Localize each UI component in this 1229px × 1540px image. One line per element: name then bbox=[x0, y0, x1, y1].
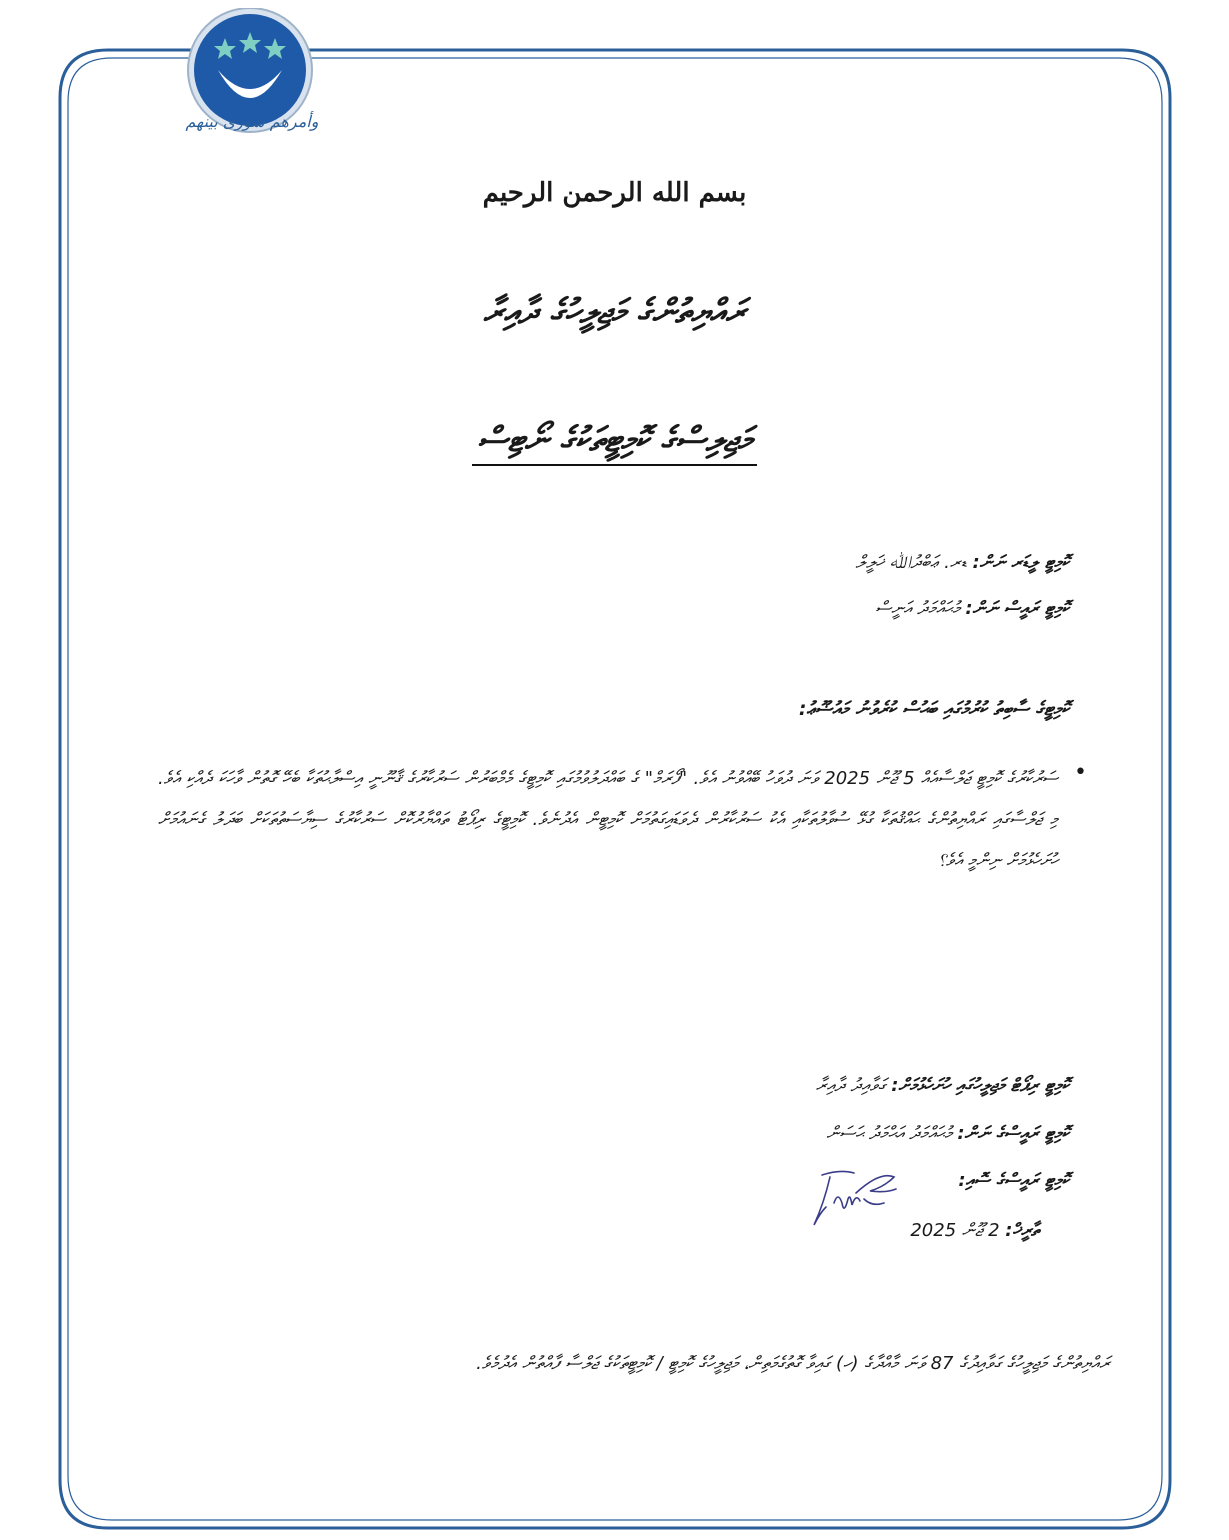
logo-caption: وأمرهم شورى بينهم bbox=[185, 112, 319, 131]
document-title: ރައްޔިތުންގެ މަޖިލީހުގެ ދާއިރާ bbox=[483, 292, 746, 332]
signature-line bbox=[958, 1170, 1069, 1191]
chair-value: މުޙައްމަދު އަނީސް bbox=[875, 598, 960, 619]
member-label: ކޮމިޓީ ލީޑަރ ނަން: bbox=[972, 552, 1069, 573]
document-subtitle-text: މަޖިލިސްގެ ކޮމިޓީތަކުގެ ނޯޓިސް bbox=[472, 420, 758, 466]
handwritten-signature bbox=[800, 1163, 910, 1233]
committee-value: ގަވާއިދު ދާއިރާ bbox=[815, 1075, 886, 1096]
bullet-icon: • bbox=[1074, 760, 1087, 785]
footer-note: ރައްޔިތުންގެ މަޖިލީހުގެ ގަވާއިދުގެ 87 ވަނަ މާއްދާގެ (ހ) ގައިވާ ގޮތުގެމަތިން، މަޖިލީހުގެ ކޮމިޓީ / ކޮމިޓީތަކުގެ ޖަލްސާ ފާއްތުން އެދުމެވެ. bbox=[476, 1353, 1110, 1374]
chair-name-label: ކޮމިޓީ ރައީސްގެ ނަން: bbox=[957, 1123, 1069, 1144]
document-subtitle bbox=[0, 420, 1229, 466]
chair-label: ކޮމިޓީ ރައީސް ނަން: bbox=[965, 598, 1069, 619]
committee-line bbox=[816, 1075, 1069, 1096]
member-value: ޑރ. ޢަބްދުﷲ ޚަލީލް bbox=[855, 552, 967, 573]
committee-label: ކޮމިޓީ ރިޕޯޓް މަޖިލީހުގައި ހުށަހެޅުމަށް: bbox=[891, 1075, 1069, 1096]
chair-name-value: މުޙައްމަދު އަޙްމަދު ޙަސަން bbox=[826, 1123, 952, 1144]
date-label: ތާރީޚް: bbox=[1005, 1220, 1039, 1241]
chair-line bbox=[875, 598, 1069, 619]
date-line bbox=[910, 1220, 1039, 1241]
body-paragraph: ސަރުކާރުގެ ކޮމިޓީ ޖަލްސާއެއް 5 ޖޫން 2025 ވަނަ ދުވަހު ބޭއްވުނު އެވެ. "ފޯރަމް" ގެ ބައްދަލުވުމުގައި ކޮމިޓީގެ މެމްބަރުން ސަރުކާރުގެ ޤާނޫނީ އިސްލާޙުތަކާ ބެހޭ ގޮތުން ވާހަކަ ދެއްކި އެވެ. މި ޖަލްސާގައި ރައްޔިތުންގެ ޙައްޤުތަކާ ގުޅޭ ސުވާލުތަކާއި އެކު ސަރުކާރުން ދެވަޑައިގަތުމަށް ކޮމިޓީން އެދުނެވެ. ކޮމިޓީގެ ރިޕޯޓު ތައްޔާރުކޮށް ސަރުކާރުގެ ސިޔާސަތުތަކަށް ބަދަލު ގެނައުމަށް ހުށަހެޅުމަށް ނިންމީ އެވެ؟ bbox=[158, 768, 1058, 871]
date-value: 2 ޖޫން 2025 bbox=[910, 1220, 1000, 1241]
bismillah-calligraphy: بسم الله الرحمن الرحيم bbox=[482, 178, 747, 208]
section-heading: ކޮމިޓީގެ ސާބިތު ކުރުމުގައި ބަޙުސް ކުރެވުނު މައުޟޫޢު: bbox=[798, 698, 1069, 720]
member-line bbox=[855, 552, 1069, 573]
signature-label: ކޮމިޓީ ރައީސްގެ ސޮއި: bbox=[958, 1170, 1069, 1191]
chair-name-line bbox=[826, 1123, 1069, 1144]
